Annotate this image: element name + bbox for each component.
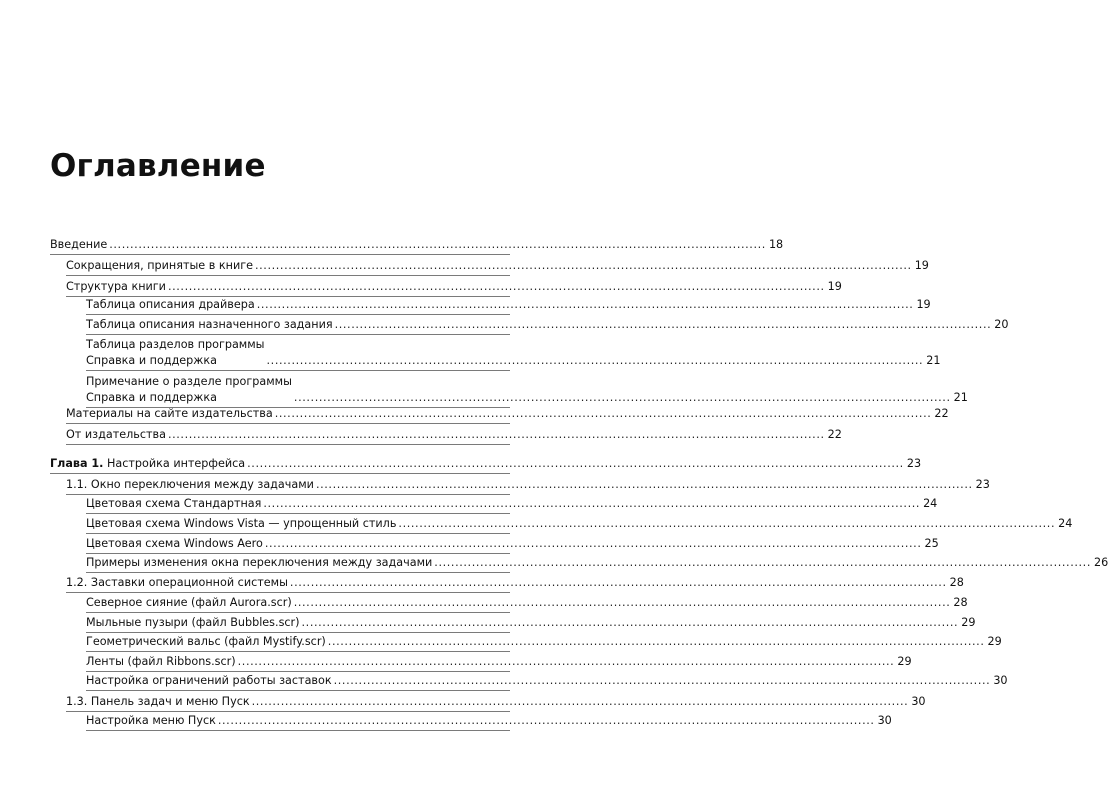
toc-leader: ..............................................................................................................................................................	[109, 238, 766, 251]
toc-entry-page: 30	[911, 695, 926, 708]
toc-entry-text	[50, 456, 245, 472]
toc-leader: ..............................................................................................................................................................	[293, 391, 951, 404]
toc-entry-text: От издательства	[66, 428, 166, 441]
toc-entry	[86, 516, 1073, 534]
toc-entry	[66, 477, 990, 495]
toc-entry-text-line1: Примечание о разделе программы	[86, 375, 292, 388]
toc-entry-page: 22	[827, 428, 842, 441]
toc-entry-text: Геометрический вальс (файл Mystify.scr)	[86, 635, 326, 648]
toc-entry-text: Мыльные пузыри (файл Bubbles.scr)	[86, 616, 300, 629]
toc-leader: ..............................................................................................................................................................	[264, 537, 922, 550]
toc-entry-page: 23	[975, 478, 990, 491]
toc-entry	[66, 575, 964, 593]
toc-entry	[86, 536, 939, 554]
toc-entry-text: Примеры изменения окна переключения между задачами	[86, 556, 433, 569]
toc-entry-page: 25	[924, 537, 939, 550]
toc-entry	[86, 654, 912, 672]
toc-leader: ..............................................................................................................................................................	[293, 596, 951, 609]
toc-entry-text-block	[86, 374, 292, 406]
toc-entry-text: 1.1. Окно переключения между задачами	[66, 478, 314, 491]
toc-leader: ..............................................................................................................................................................	[217, 714, 875, 727]
toc-entry-page: 29	[961, 616, 976, 629]
toc-entry-text: Ленты (файл Ribbons.scr)	[86, 655, 236, 668]
toc-entry	[86, 317, 1009, 335]
toc-entry	[66, 694, 926, 712]
toc-leader: ..............................................................................................................................................................	[333, 674, 991, 687]
toc-leader: ..............................................................................................................................................................	[251, 695, 909, 708]
toc-entry-text: Введение	[50, 238, 108, 251]
toc-entry-page: 24	[923, 497, 938, 510]
page-title: Оглавление	[50, 148, 266, 184]
toc-leader: ..............................................................................................................................................................	[247, 457, 904, 470]
toc-entry-page: 22	[934, 407, 949, 420]
toc-entry	[86, 634, 1002, 652]
toc-entry-text-line1: Таблица разделов программы	[86, 338, 265, 351]
chapter-label: Глава 1.	[50, 457, 104, 470]
toc-leader: ..............................................................................................................................................................	[327, 635, 985, 648]
toc-entry	[86, 595, 968, 613]
toc-leader: ..............................................................................................................................................................	[398, 517, 1056, 530]
toc-leader: ..............................................................................................................................................................	[167, 280, 825, 293]
toc-leader: ..............................................................................................................................................................	[301, 616, 959, 629]
toc-entry-page: 30	[993, 674, 1008, 687]
toc-entry	[86, 615, 976, 633]
toc-entry-page: 24	[1058, 517, 1073, 530]
toc-leader: ..............................................................................................................................................................	[256, 298, 914, 311]
toc-entry	[86, 673, 1008, 691]
toc-leader: ..............................................................................................................................................................	[255, 259, 912, 272]
toc-entry-text: Цветовая схема Windows Vista — упрощенный стиль	[86, 517, 397, 530]
toc-entry-page: 23	[906, 457, 922, 470]
toc-entry-page: 19	[916, 298, 931, 311]
toc-entry-text: Настройка ограничений работы заставок	[86, 674, 332, 687]
toc-entry	[86, 374, 968, 408]
toc-entry-text-block	[86, 337, 265, 369]
toc-entry-text: 1.3. Панель задач и меню Пуск	[66, 695, 250, 708]
toc-entry-page: 28	[949, 576, 964, 589]
toc-entry-page: 19	[827, 280, 842, 293]
toc-leader: ..............................................................................................................................................................	[263, 497, 921, 510]
toc-entry	[86, 555, 1108, 573]
toc-entry-page: 20	[994, 318, 1009, 331]
toc-entry	[86, 713, 892, 731]
toc-entry-text: 1.2. Заставки операционной системы	[66, 576, 288, 589]
toc-entry-text: Материалы на сайте издательства	[66, 407, 273, 420]
toc-entry-page: 29	[987, 635, 1002, 648]
toc-entry-page: 26	[1093, 556, 1108, 569]
toc-entry-page: 19	[914, 259, 929, 272]
toc-entry-text: Настройка меню Пуск	[86, 714, 216, 727]
toc-entry	[66, 279, 842, 297]
toc-entry-text: Справка и поддержка	[86, 354, 217, 367]
toc-leader: ..............................................................................................................................................................	[315, 478, 973, 491]
toc-entry-text: Таблица описания драйвера	[86, 298, 255, 311]
toc-entry-page: 21	[926, 354, 941, 367]
toc-entry-text: Северное сияние (файл Aurora.scr)	[86, 596, 292, 609]
chapter-title: Настройка интерфейса	[103, 457, 246, 470]
toc-leader: ..............................................................................................................................................................	[334, 318, 992, 331]
toc-entry-text: Сокращения, принятые в книге	[66, 259, 253, 272]
toc-entry	[86, 496, 938, 514]
toc-entry-text: Цветовая схема Windows Aero	[86, 537, 263, 550]
toc-entry-page: 21	[953, 391, 968, 404]
toc-entry	[86, 297, 931, 315]
toc-entry-text: Структура книги	[66, 280, 166, 293]
toc-entry	[66, 258, 929, 276]
toc-entry-text: Таблица описания назначенного задания	[86, 318, 333, 331]
toc-leader: ..............................................................................................................................................................	[274, 407, 932, 420]
toc-entry-page: 28	[953, 596, 968, 609]
toc-leader: ..............................................................................................................................................................	[237, 655, 895, 668]
toc-entry	[86, 337, 941, 371]
toc-entry	[50, 237, 784, 255]
toc-entry	[66, 406, 949, 424]
toc-leader: ..............................................................................................................................................................	[434, 556, 1091, 569]
toc-entry-page: 18	[768, 238, 784, 251]
toc-entry	[66, 427, 842, 445]
toc-entry-chapter	[50, 456, 922, 474]
toc-entry-text: Цветовая схема Стандартная	[86, 497, 262, 510]
toc-leader: ..............................................................................................................................................................	[167, 428, 825, 441]
toc-entry-page: 30	[877, 714, 892, 727]
toc-leader: ..............................................................................................................................................................	[289, 576, 947, 589]
toc-leader: ..............................................................................................................................................................	[266, 354, 924, 367]
toc-entry-page: 29	[897, 655, 912, 668]
toc-entry-text: Справка и поддержка	[86, 391, 217, 404]
